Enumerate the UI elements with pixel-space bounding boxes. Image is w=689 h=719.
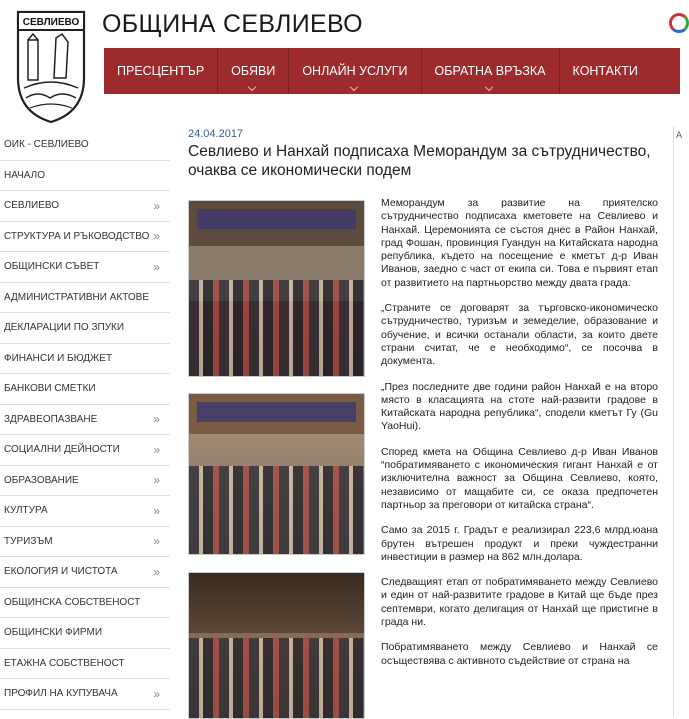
sidebar-item-label: ОБЩИНСКА СОБСТВЕНОСТ xyxy=(4,596,141,608)
sidebar-item-label: СТРУКТУРА И РЪКОВОДСТВО xyxy=(4,230,150,242)
sidebar-item-label: ДЕКЛАРАЦИИ ПО ЗПУКИ xyxy=(4,322,125,334)
sidebar-item-10[interactable] xyxy=(0,435,170,466)
article-body xyxy=(381,197,658,680)
photo-banner xyxy=(197,402,356,422)
coat-of-arms-logo[interactable] xyxy=(14,8,88,124)
sidebar-item-6[interactable] xyxy=(0,313,170,344)
nav-item-4[interactable] xyxy=(560,48,651,94)
sidebar-item-0[interactable] xyxy=(0,130,170,161)
sidebar-item-label: ОБЩИНСКИ ФИРМИ xyxy=(4,627,103,639)
sidebar-item-label: АДМИНИСТРАТИВНИ АКТОВЕ xyxy=(4,291,150,303)
nav-item-2[interactable] xyxy=(289,48,421,94)
sidebar-item-label: ОБРАЗОВАНИЕ xyxy=(4,474,79,486)
nav-item-0[interactable] xyxy=(104,48,218,94)
sidebar-item-label: ЕТАЖНА СОБСТВЕНОСТ xyxy=(4,657,125,669)
nav-item-1[interactable] xyxy=(218,48,289,94)
chevron-right-icon: » xyxy=(153,564,160,579)
sidebar-item-label: ФИНАНСИ И БЮДЖЕТ xyxy=(4,352,113,364)
sidebar-item-16[interactable] xyxy=(0,618,170,649)
article xyxy=(188,128,662,180)
sidebar-item-label: ЗДРАВЕОПАЗВАНЕ xyxy=(4,413,98,425)
article-photo-signing[interactable] xyxy=(188,200,365,377)
right-column-edge xyxy=(673,126,681,717)
sidebar-item-13[interactable] xyxy=(0,527,170,558)
sidebar-item-label: ПРОФИЛ НА КУПУВАЧА xyxy=(4,688,118,700)
site-header xyxy=(0,0,680,125)
article-paragraph: Според кмета на Община Севлиево д-р Иван Иванов “побратимяването с икономическия гигант Нанхай е от изключителна важност за Община Севлиево, която, независимо от мащабите си, се оказа предпочетен партньор за преговори от китайска страна“. xyxy=(381,445,658,511)
chevron-right-icon: » xyxy=(153,229,160,244)
sidebar-item-label: СОЦИАЛНИ ДЕЙНОСТИ xyxy=(4,444,120,456)
chevron-right-icon: » xyxy=(153,412,160,427)
sidebar-item-label: СЕВЛИЕВО xyxy=(4,200,59,212)
sidebar-item-4[interactable] xyxy=(0,252,170,283)
chevron-right-icon: » xyxy=(153,686,160,701)
sidebar-item-label: ТУРИЗЪМ xyxy=(4,535,53,547)
sidebar-item-5[interactable] xyxy=(0,283,170,314)
photo-people xyxy=(189,638,364,718)
sidebar-item-label: КУЛТУРА xyxy=(4,505,48,517)
nav-item-3[interactable] xyxy=(422,48,560,94)
nav-item-label: ПРЕСЦЕНТЪР xyxy=(117,64,205,78)
nav-item-label: ОБРАТНА ВРЪЗКА xyxy=(434,64,546,78)
sidebar-item-14[interactable] xyxy=(0,557,170,588)
article-photo-group[interactable] xyxy=(188,393,365,555)
sidebar-item-3[interactable] xyxy=(0,222,170,253)
article-photo-meeting[interactable] xyxy=(188,572,365,719)
chevron-right-icon: » xyxy=(153,534,160,549)
sidebar-item-2[interactable] xyxy=(0,191,170,222)
chevron-right-icon: » xyxy=(153,259,160,274)
chevron-right-icon: » xyxy=(153,503,160,518)
article-paragraph: Меморандум за развитие на приятелско сътрудничество подписаха кметовете на Севлиево и Нанхай. Церемонията се състоя днес в Район Нанхай, град Фошан, провинция Гуандун на Китайската народна република, където на посещение е кметът д-р Иван Иванов, заедно с част от екипа си. Това е първият етап от развитието на партньорство между двата града. xyxy=(381,197,658,289)
nav-item-label: КОНТАКТИ xyxy=(572,64,638,78)
nav-item-label: ОНЛАЙН УСЛУГИ xyxy=(302,64,408,78)
sidebar-item-15[interactable] xyxy=(0,588,170,619)
sidebar-item-12[interactable] xyxy=(0,496,170,527)
right-edge-mark: А xyxy=(676,130,683,140)
sidebar-item-8[interactable] xyxy=(0,374,170,405)
chevron-right-icon: » xyxy=(153,473,160,488)
sidebar-item-11[interactable] xyxy=(0,466,170,497)
sidebar-item-label: ЕКОЛОГИЯ И ЧИСТОТА xyxy=(4,566,118,578)
chevron-right-icon: » xyxy=(153,442,160,457)
article-paragraph: Само за 2015 г. Градът е реализирал 223,6 млрд.юана брутен вътрешен продукт и преки чуждестранни инвестиции в размер на 862 млн.долара. xyxy=(381,524,658,563)
sidebar-item-1[interactable] xyxy=(0,161,170,192)
article-paragraph: „През последните две години район Нанхай е на второ място в класацията на стоте най-развити градове в Китайската народна република“, сподели кметът Гу (Gu YaoHui). xyxy=(381,380,658,433)
sidebar-item-17[interactable] xyxy=(0,649,170,680)
photo-banner xyxy=(197,209,356,229)
photo-people xyxy=(189,280,364,376)
article-paragraph: Побратимяването между Севлиево и Нанхай се осъществява с активното съдействие от страна на xyxy=(381,641,658,667)
sidebar-menu xyxy=(0,130,170,710)
main-navigation xyxy=(104,48,680,94)
sidebar-item-label: ОИК - СЕВЛИЕВО xyxy=(4,139,89,151)
sidebar-item-9[interactable] xyxy=(0,405,170,436)
sidebar-item-label: ОБЩИНСКИ СЪВЕТ xyxy=(4,261,100,273)
logo-text: СЕВЛИЕВО xyxy=(22,17,80,28)
chevron-down-icon xyxy=(350,83,358,91)
site-title[interactable]: ОБЩИНА СЕВЛИЕВО xyxy=(102,10,363,38)
chevron-right-icon: » xyxy=(153,198,160,213)
language-icon[interactable] xyxy=(669,13,689,33)
article-paragraph: Следващият етап от побратимяването между Севлиево и един от най-развитите градове в Китай ще бъде през септември, когато делигация от Нанхай ще пристигне в града ни. xyxy=(381,576,658,629)
sidebar-item-7[interactable] xyxy=(0,344,170,375)
sidebar-item-label: НАЧАЛО xyxy=(4,169,46,181)
photo-people xyxy=(189,466,364,554)
sidebar-item-label: БАНКОВИ СМЕТКИ xyxy=(4,383,96,395)
nav-item-label: ОБЯВИ xyxy=(231,64,276,78)
article-paragraph: „Страните се договарят за търговско-икономическо сътрудничество, туризъм и земеделие, образование и обучение, и всички останали области, за които двете страни считат, че е необходимо“, се посочва в документа. xyxy=(381,302,658,368)
sidebar-item-18[interactable] xyxy=(0,679,170,710)
article-date: 24.04.2017 xyxy=(188,128,244,140)
article-title: Севлиево и Нанхай подписаха Меморандум за сътрудничество, очаква се икономически подем xyxy=(188,143,651,179)
chevron-down-icon xyxy=(248,83,256,91)
chevron-down-icon xyxy=(485,83,493,91)
